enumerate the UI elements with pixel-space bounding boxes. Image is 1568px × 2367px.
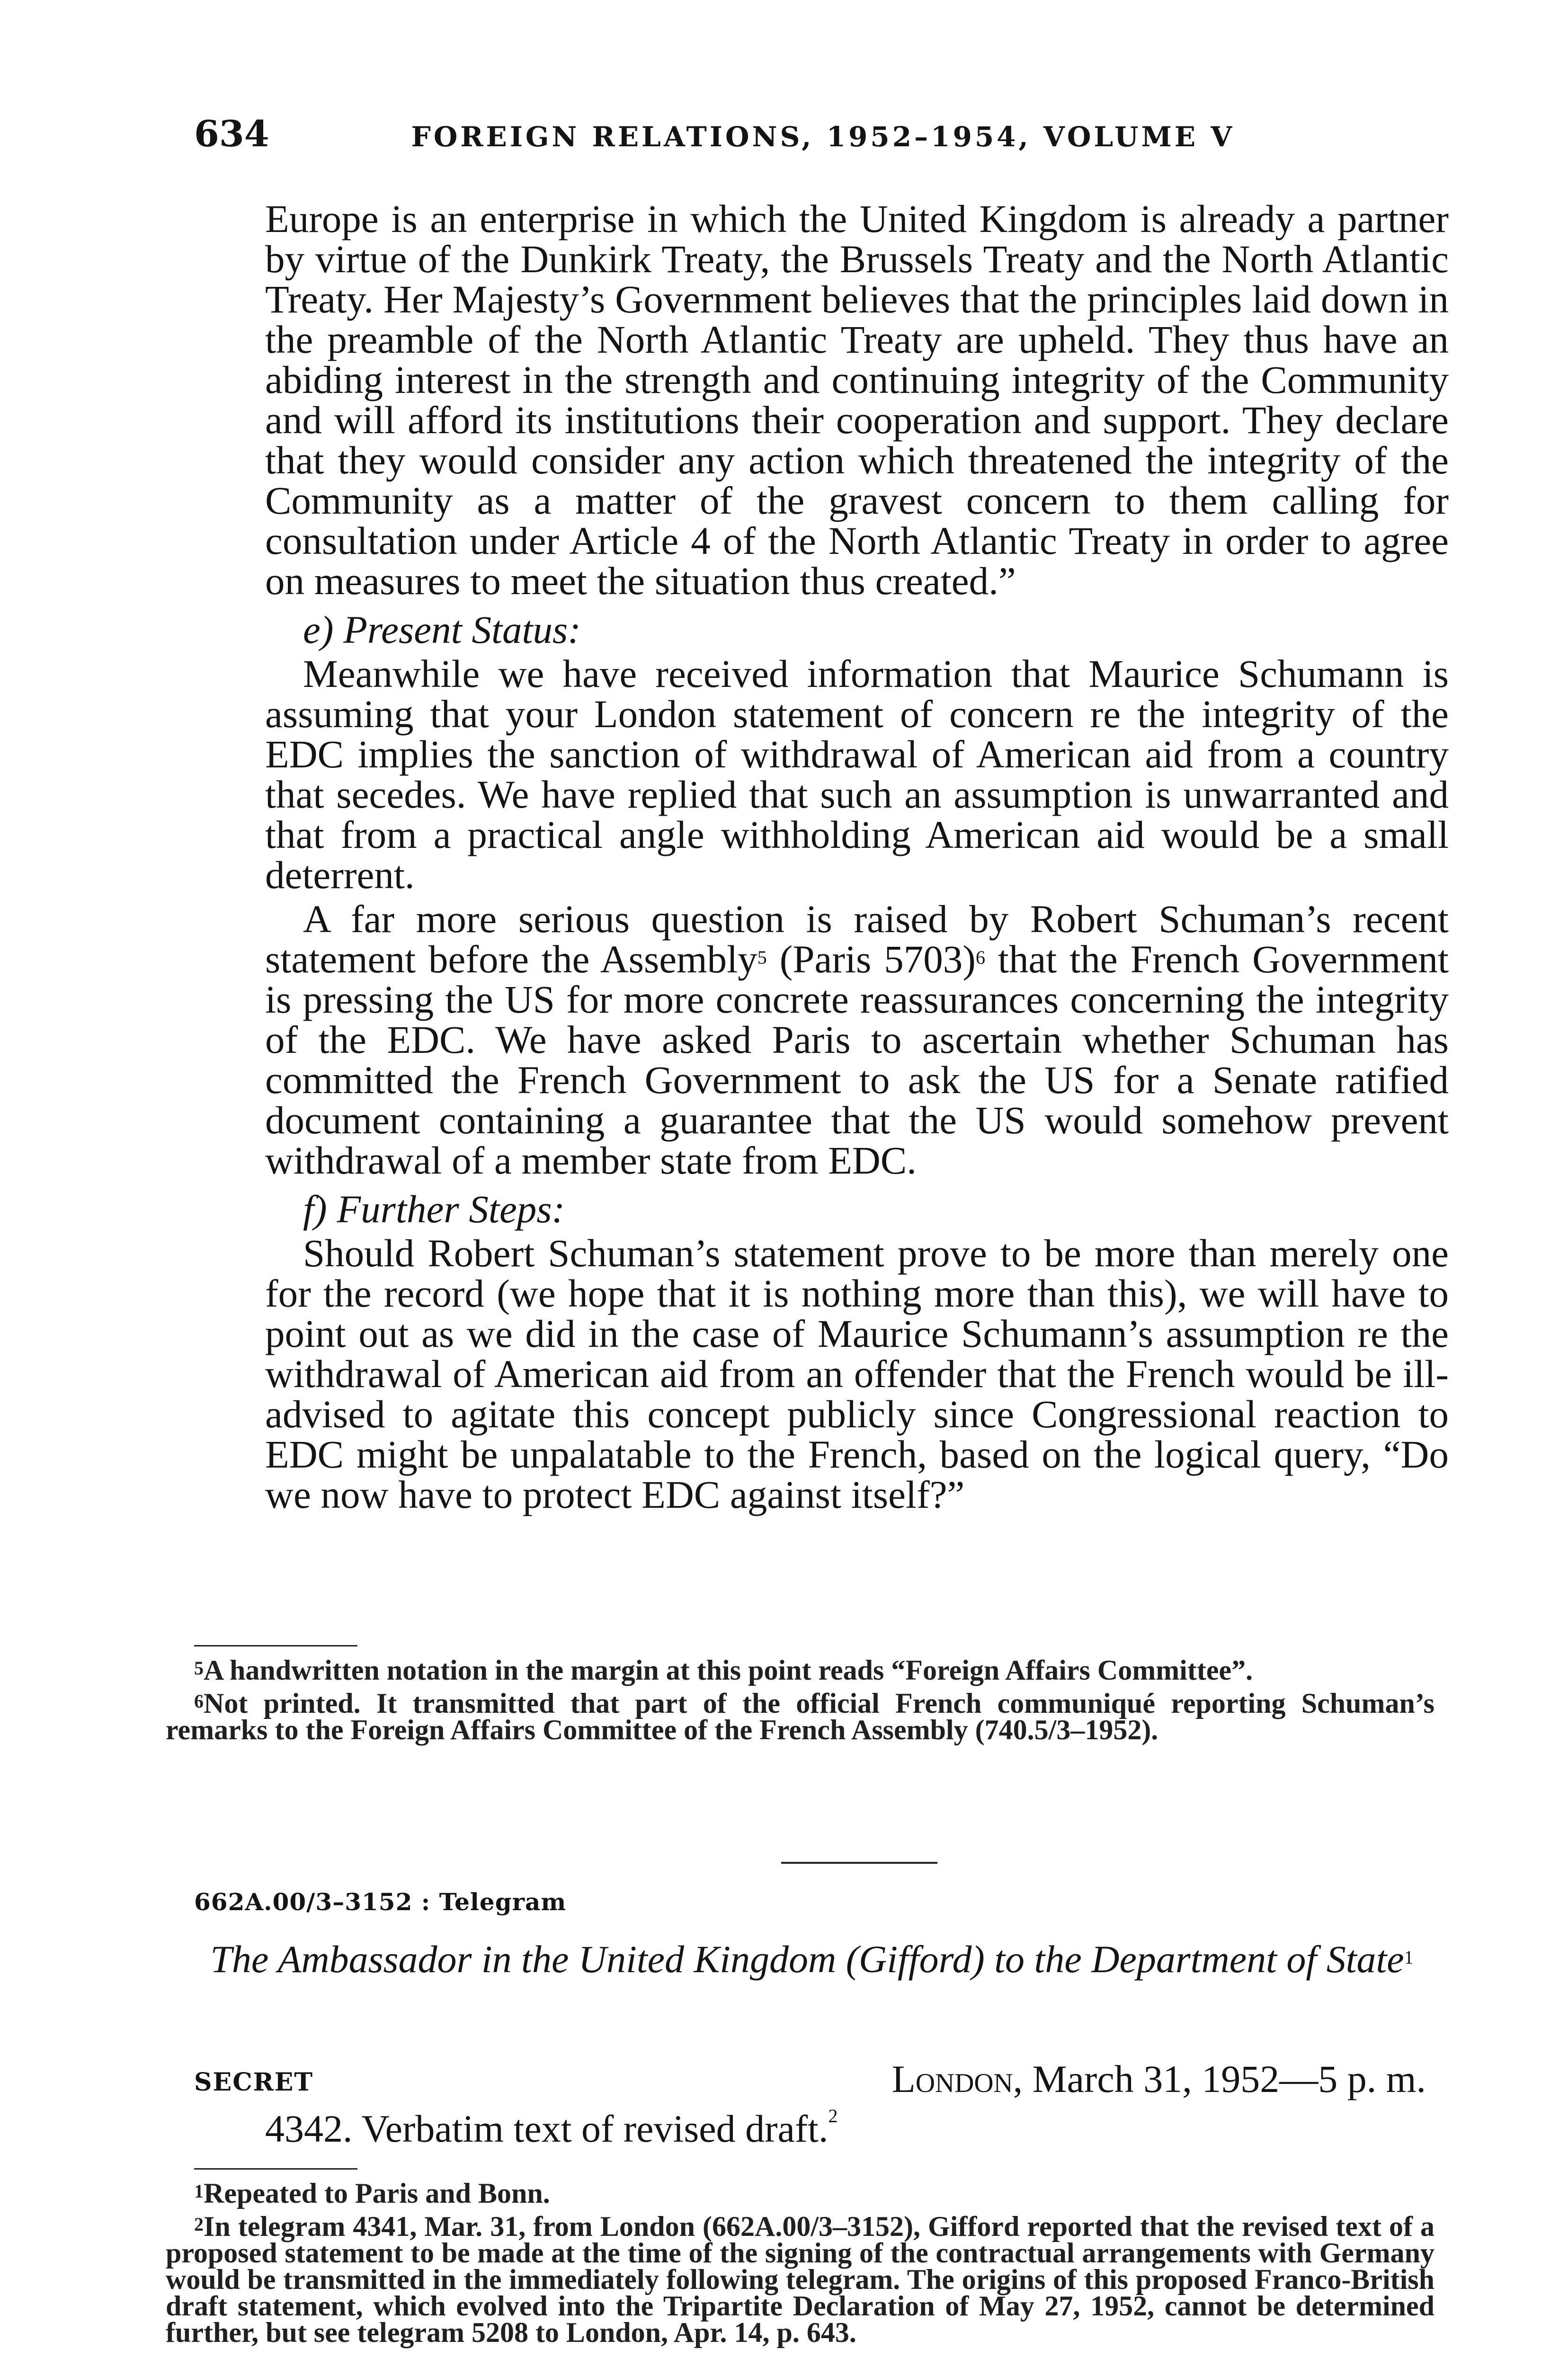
document-title-text: The Ambassador in the United Kingdom (Gifford) to the Department of State: [210, 1938, 1404, 1981]
header-title: FOREIGN RELATIONS, 1952–1954, VOLUME V: [411, 121, 1235, 153]
footnote-ref-5: 5: [757, 947, 767, 968]
footnotes-bottom: [166, 2180, 1434, 2352]
footnote-ref-6: 6: [975, 947, 985, 968]
main-text: [265, 199, 1449, 1519]
subhead-further-steps: f) Further Steps:: [303, 1187, 565, 1231]
footnote-ref-1: 1: [1404, 1947, 1414, 1968]
paragraph-e1: Meanwhile we have received information that Maurice Schumann is assuming that your London statement of concern re the integrity of the EDC implies the sanction of withdrawal of American aid from a country that secedes. We have replied that such an assumption is unwarranted and that from a practical angle withholding American aid would be a small deterrent.: [265, 652, 1449, 897]
footnote-text: A handwritten notation in the margin at this point reads “Foreign Affairs Committee”.: [204, 1655, 1253, 1686]
footnote-2: [166, 2213, 1434, 2346]
footnotes-top: [166, 1657, 1434, 1750]
footnote-mark: 2: [194, 2214, 204, 2235]
paragraph-e2-part-a: A far more serious question is raised by Robert Schuman’s recent statement before the Assembly: [265, 897, 1449, 981]
running-head: [194, 113, 1449, 155]
footnote-5: [166, 1655, 1434, 1686]
dateline: [892, 2057, 1426, 2101]
telegram-text-body: 4342. Verbatim text of revised draft.: [265, 2107, 829, 2150]
footnote-mark: 6: [194, 1691, 204, 1712]
telegram-text: [265, 2107, 837, 2151]
dateline-date: , March 31, 1952—5 p. m.: [1013, 2057, 1426, 2100]
paragraph-e2-part-b: (Paris 5703): [766, 937, 976, 981]
footnote-text: In telegram 4341, Mar. 31, from London (662A.00/3–3152), Gifford reported that the revised text of a proposed statement to be made at the time of the signing of the contractual arrangements with Germany would be transmitted in the immediately following telegram. The origins of this proposed Franco-British draft statement, which evolved into the Tripartite Declaration of May 27, 1952, cannot be determined further, but see telegram 5208 to London, Apr. 14, p. 643.: [166, 2211, 1434, 2348]
footnote-mark: 1: [194, 2180, 204, 2202]
section-separator: [781, 1862, 937, 1864]
paragraph-e2-part-c: that the French Government is pressing the US for more concrete reassurances concerning the integrity of the EDC. We have asked Paris to ascertain whether Schuman has committed the French Government to ask the US for a Senate ratified document containing a guarantee that the US would somehow prevent withdrawal of a member state from EDC.: [265, 937, 1449, 1182]
footnote-mark: 5: [194, 1657, 204, 1679]
subhead-present-status: e) Present Status:: [303, 608, 581, 651]
file-reference: 662A.00/3–3152 : Telegram: [194, 1888, 567, 1916]
footnote-text: Not printed. It transmitted that part of the official French communiqué reporting Schuman’s remarks to the Foreign Affairs Committee of the French Assembly (740.5/3–1952).: [166, 1688, 1434, 1745]
page-number: 634: [194, 113, 269, 155]
paragraph-f1: Should Robert Schuman’s statement prove to be more than merely one for the record (we hope that it is nothing more than this), we will have to point out as we did in the case of Maurice Schumann’s assumption re the withdrawal of American aid from an offender that the French would be ill-advised to agitate this concept publicly since Congressional reaction to EDC might be unpalatable to the French, based on the logical query, “Do we now have to protect EDC against itself?”: [265, 1231, 1449, 1516]
footnote-ref-2: 2: [828, 2105, 838, 2127]
classification-label: SECRET: [194, 2068, 314, 2097]
quote-paragraph: Europe is an enterprise in which the United Kingdom is already a partner by virtue of the Dunkirk Treaty, the Brussels Treaty and the North Atlantic Treaty. Her Majesty’s Government believes that the principles laid down in the preamble of the North Atlantic Treaty are upheld. They thus have an abiding interest in the strength and continuing integrity of the Community and will afford its institutions their cooperation and support. They declare that they would consider any action which threatened the integrity of the Community as a matter of the gravest concern to them calling for consultation under Article 4 of the North Atlantic Treaty in order to agree on measures to meet the situation thus created.”: [265, 197, 1449, 603]
document-title: [194, 1936, 1430, 1983]
footnote-6: [166, 1690, 1434, 1743]
footnote-text: Repeated to Paris and Bonn.: [204, 2178, 550, 2209]
paragraph-e2: [265, 899, 1449, 1181]
footnote-rule: [194, 1645, 357, 1646]
footnote-1: [166, 2180, 1434, 2207]
dateline-city: London: [891, 2057, 1013, 2100]
footnote-rule-bottom: [194, 2168, 357, 2170]
